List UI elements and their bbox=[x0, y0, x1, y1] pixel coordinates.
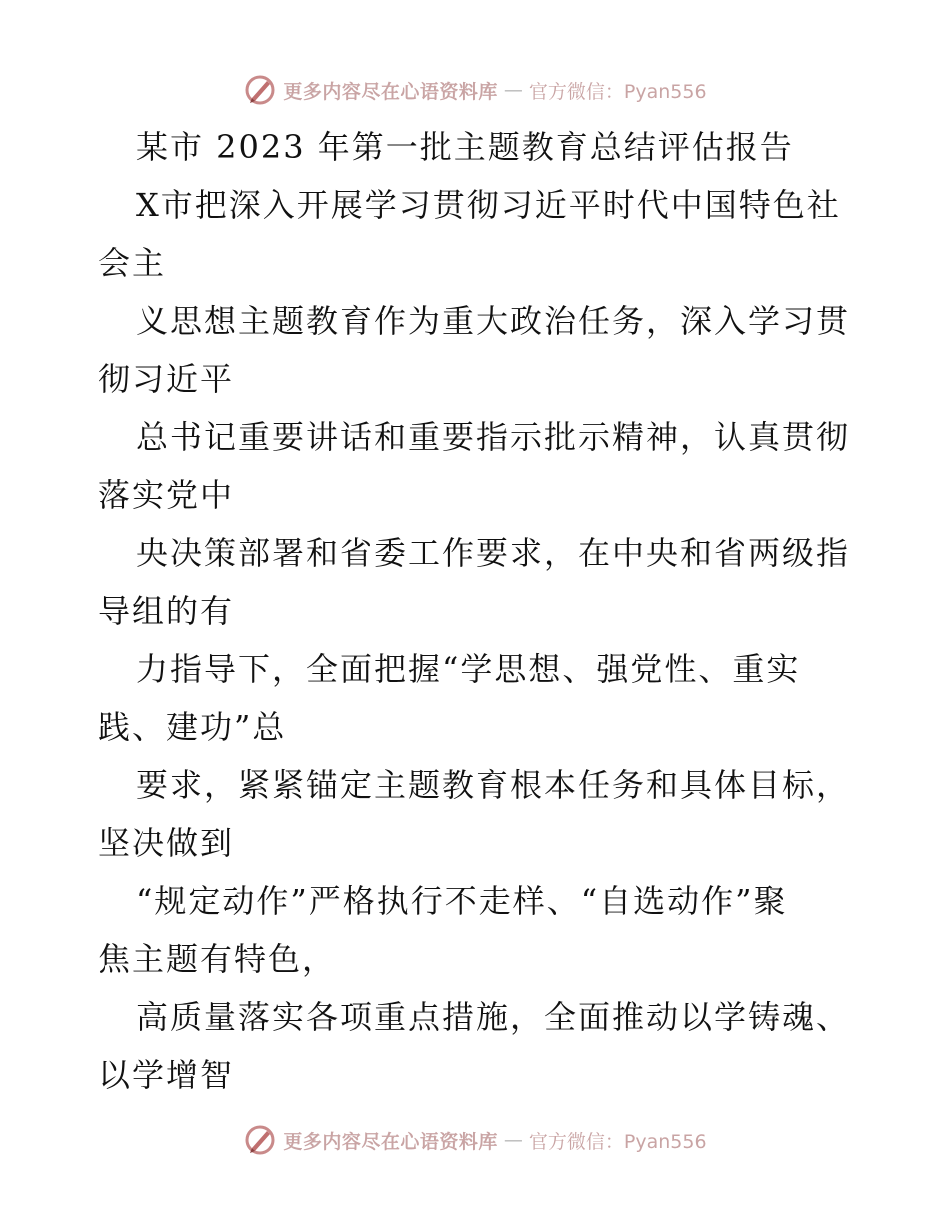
paragraph-line: 以学增智 bbox=[98, 1056, 235, 1094]
watermark-contact: 官方微信：Pyan556 bbox=[528, 1130, 707, 1153]
paragraph-line: 义思想主题教育作为重大政治任务，深入学习贯 bbox=[136, 302, 851, 340]
paragraph-line: 高质量落实各项重点措施，全面推动以学铸魂、 bbox=[136, 998, 851, 1036]
watermark-footer bbox=[0, 1120, 950, 1160]
paragraph-line: 践、建功”总 bbox=[98, 708, 287, 746]
paragraph-line: 要求，紧紧锚定主题教育根本任务和具体目标， bbox=[136, 766, 851, 804]
watermark-dash: — bbox=[503, 79, 523, 101]
paragraph-line: “规定动作”严格执行不走样、“自选动作”聚 bbox=[136, 882, 788, 920]
paragraph-line: 会主 bbox=[98, 244, 167, 282]
paragraph-line: 落实党中 bbox=[98, 476, 235, 514]
paragraph-line: 导组的有 bbox=[98, 592, 235, 630]
paragraph-line: 总书记重要讲话和重要指示批示精神，认真贯彻 bbox=[136, 418, 851, 456]
paragraph-line: 坚决做到 bbox=[98, 824, 235, 862]
document-title: 某市 2023 年第一批主题教育总结评估报告 bbox=[136, 128, 794, 166]
watermark-contact: 官方微信：Pyan556 bbox=[528, 80, 707, 103]
paragraph-line: X市把深入开展学习贯彻习近平时代中国特色社 bbox=[136, 186, 841, 224]
document-body bbox=[98, 118, 888, 1104]
watermark-site-text: 更多内容尽在心语资料库 bbox=[283, 1130, 498, 1153]
watermark-dash: — bbox=[503, 1129, 523, 1151]
pen-logo-icon bbox=[243, 73, 277, 107]
watermark-site-text: 更多内容尽在心语资料库 bbox=[283, 80, 498, 103]
pen-logo-icon bbox=[243, 1123, 277, 1157]
watermark-header bbox=[0, 70, 950, 110]
paragraph-line: 力指导下，全面把握“学思想、强党性、重实 bbox=[136, 650, 801, 688]
paragraph-line: 焦主题有特色， bbox=[98, 940, 337, 978]
paragraph-line: 央决策部署和省委工作要求，在中央和省两级指 bbox=[136, 534, 851, 572]
paragraph-line: 彻习近平 bbox=[98, 360, 235, 398]
